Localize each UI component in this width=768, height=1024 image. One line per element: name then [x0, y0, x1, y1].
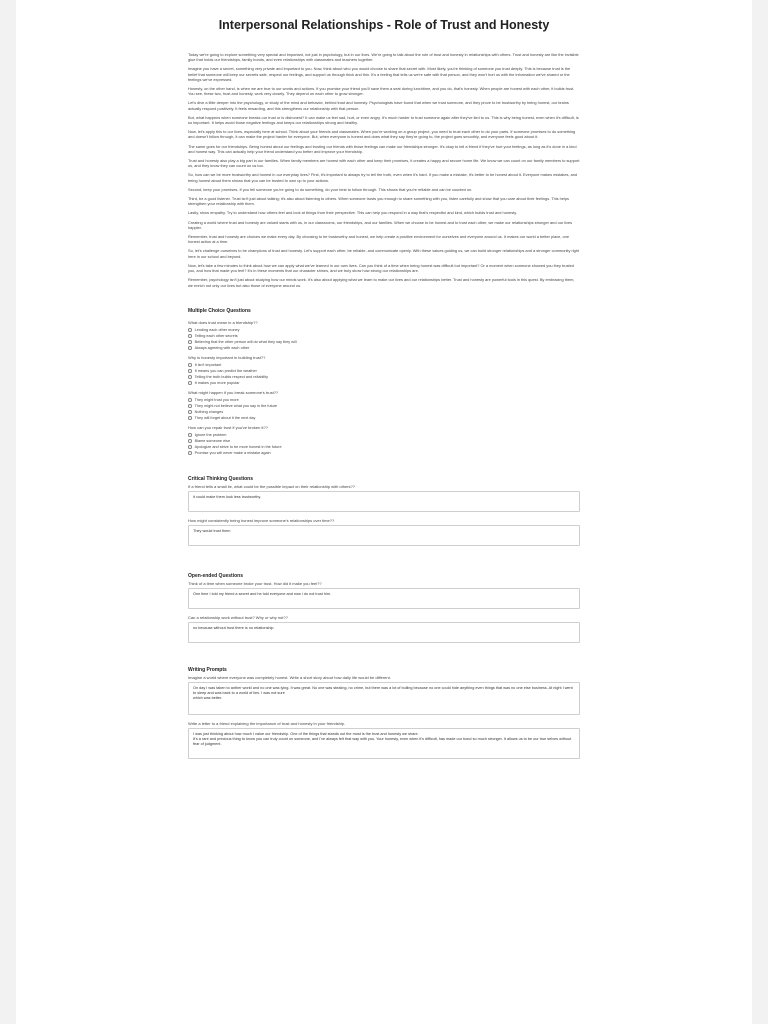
option-label: Lending each other money — [194, 327, 240, 332]
answer-textarea[interactable]: it could make them look less trustworthy. — [188, 491, 580, 512]
radio-button[interactable] — [188, 445, 192, 449]
intro-paragraph: Trust and honesty also play a big part in our families. When family members are honest with each other and keep their promises, it creates a happy and secure home life. We know we can count on our family members to support us, and they know they can count on us too. — [188, 158, 580, 169]
intro-paragraph: So, how can we be more trustworthy and honest in our everyday lives? First, it's important to always try to tell the truth, even when it's hard. If you make a mistake, it's better to be honest about it. Everyone makes mistakes, and being honest about them shows that you can be trusted to own up to your actions. — [188, 172, 578, 183]
answer-textarea[interactable]: no because without trust there is no relationship. — [188, 622, 580, 643]
intro-paragraph: Lastly, show empathy. Try to understand how others feel and look at things from their perspective. This can help you respond in a way that's respectful and kind, which builds trust and honesty. — [188, 210, 517, 216]
answer-textarea[interactable]: One time I told my friend a secret and he told everyone and now i do not trust him. — [188, 588, 580, 609]
option-label: Apologize and strive to be more honest in the future — [194, 444, 282, 449]
mc-question-block — [188, 355, 580, 386]
option-label: Telling each other secrets — [194, 333, 238, 338]
intro-paragraph: The same goes for our friendships. Being honest about our feelings and trusting our friends with those feelings can make our friendships stronger. It's okay to tell a friend if they've hurt your feelings, as long as it's done in a kind and honest way. This can actually help your friend understand you better and improve your friendship. — [188, 143, 577, 154]
radio-button[interactable] — [188, 375, 192, 379]
intro-paragraph: Remember, psychology isn't just about studying how our minds work. It's also about applying what we learn to make our lives and our relationships better. Trust and honesty are powerful tools in this quest. By embracing them, we enrich not only our lives but also those of everyone around us. — [188, 277, 575, 288]
intro-paragraph: Imagine you have a secret, something very private and important to you. Now, think about who you would choose to share that secret with. Most likely, you're thinking of someone you trust deeply. This is because trust is the belief that someone will keep our secrets safe, respect our feelings, and support us through thick and thin. It's a feeling that tells us we're safe with that person, and they won't hurt us with the information we've shared or the feelings we've expressed. — [188, 66, 571, 82]
option-label: It isn't important — [194, 362, 222, 367]
radio-button[interactable] — [188, 433, 192, 437]
radio-button[interactable] — [188, 328, 192, 332]
option-label: They might not believe what you say in the future — [194, 403, 278, 408]
intro-paragraph: But, what happens when someone breaks our trust or is dishonest? It can make us feel sad, hurt, or even angry. It's much harder to trust someone again after they've lied to us. This is why being honest, even when it's difficult, is so important. It helps avoid those negative feelings and keeps our relationships strong and healthy. — [188, 114, 579, 126]
option-label: Believing that the other person will do what they say they will — [194, 339, 297, 344]
option-label: They will forget about it the next day — [194, 415, 256, 420]
intro-text — [188, 52, 580, 288]
radio-button[interactable] — [188, 439, 192, 443]
question-text: Why is honesty important in building trust?? — [188, 354, 266, 360]
question-text: Imagine a world where everyone was completely honest. Write a short story about how daily life would be different. — [188, 674, 391, 680]
writing-prompts-section — [188, 667, 580, 759]
answer-option[interactable] — [188, 345, 580, 351]
intro-paragraph: Now, let's take a few minutes to think about how we can apply what we've learned in our own lives. Can you think of a time when being honest was difficult but important? Or a moment when someone showed you they trusted you, and how that made you feel? It's in these moments that our character shines, and we truly show how strong our relationships are. — [188, 262, 574, 274]
radio-button[interactable] — [188, 334, 192, 338]
option-label: Telling the truth builds respect and reliability — [194, 374, 269, 379]
radio-button[interactable] — [188, 369, 192, 373]
option-label: Promise you will never make a mistake again — [194, 450, 271, 455]
answer-textarea[interactable]: They would trust them — [188, 525, 580, 546]
answer-option[interactable] — [188, 380, 580, 386]
mc-question-block — [188, 320, 580, 351]
answer-option[interactable] — [188, 415, 580, 421]
mc-question-block — [188, 390, 580, 421]
section-heading: Critical Thinking Questions — [188, 475, 254, 482]
radio-button[interactable] — [188, 340, 192, 344]
section-heading: Writing Prompts — [188, 666, 227, 673]
option-label: It makes you more popular — [194, 380, 240, 385]
question-text: How might consistently being honest improve someone's relationships over time?? — [188, 517, 335, 523]
section-heading: Multiple Choice Questions — [188, 307, 251, 314]
option-label: It means you can predict the weather — [194, 368, 257, 373]
intro-paragraph: So, let's challenge ourselves to be champions of trust and honesty. Let's support each other, be reliable, and communicate openly. With these values guiding us, we can build stronger relationships and a stronger community right here in our school and beyond. — [188, 248, 580, 259]
critical-thinking-section — [188, 476, 580, 546]
radio-button[interactable] — [188, 363, 192, 367]
answer-textarea[interactable]: I was just thinking about how much I value our friendship. One of the things that stands out the most is the trust and honesty we share. It's a rare and precious thing to know you can truly count on someone, and I've always felt that way with you. Your honesty, even when it's difficult, has made our bond so much stronger. It allows us to be our true selves without fear of judgment. — [188, 728, 580, 759]
answer-option[interactable] — [188, 450, 580, 456]
radio-button[interactable] — [188, 398, 192, 402]
intro-paragraph: Let's dive a little deeper into the psychology, or study of the mind and behavior, behind trust and honesty. Psychologists have found that when we trust someone, and they prove to be trustworthy by being honest, our brains actually respond positively. It feels rewarding, and this strengthens our relationship with that person. — [188, 100, 569, 111]
question-text: Write a letter to a friend explaining the importance of trust and honesty in your friendship. — [188, 720, 346, 726]
option-label: Blame someone else — [194, 438, 231, 443]
answer-textarea[interactable]: On day I was taken to anther world and no one was lying. It was great. No one was stealing, no crime, but there was a lot of bulling because no one could hide anything even things that was no one else business. At night I went to sleep and was back to a world of lies. I was not sure which was better. — [188, 682, 580, 715]
page-title: Interpersonal Relationships - Role of Trust and Honesty — [218, 18, 550, 32]
question-text: Think of a time when someone broke your trust. How did it make you feel?? — [188, 580, 322, 586]
question-text: How can you repair trust if you've broken it?? — [188, 424, 268, 430]
intro-paragraph: Second, keep your promises. If you tell someone you're going to do something, do your best to follow through. This shows that you're reliable and can be counted on. — [188, 186, 473, 192]
intro-paragraph: Creating a world where trust and honesty are valued starts with us, in our classrooms, our friendships, and our families. When we choose to be honest and to trust each other, we make our relationships stronger and our lives happier. — [188, 219, 573, 230]
radio-button[interactable] — [188, 451, 192, 455]
intro-paragraph: Today we're going to explore something very special and important, not just in psychology, but in our lives. We're going to talk about the role of trust and honesty in relationships with others. Trust and honesty are like the invisible glue that holds our friendships, family bonds, and even relationships with classmates and teachers together. — [188, 52, 579, 63]
question-text: What does trust mean in a friendship?? — [188, 319, 258, 325]
section-heading: Open-ended Questions — [188, 572, 244, 579]
option-label: They might trust you more — [194, 397, 239, 402]
radio-button[interactable] — [188, 410, 192, 414]
option-label: Ignore the problem — [194, 432, 227, 437]
intro-paragraph: Honesty, on the other hand, is when we are true to our words and actions. If you promise your friend you'll save them a seat during lunchtime, and you do, that's honesty. When people are honest with each other, it builds trust. You see, these two, trust and honesty, work very closely. They depend on each other to grow stronger. — [188, 86, 575, 97]
radio-button[interactable] — [188, 346, 192, 350]
document-page — [16, 0, 752, 1024]
radio-button[interactable] — [188, 381, 192, 385]
content-column — [188, 52, 580, 759]
option-label: Nothing changes — [194, 409, 224, 414]
intro-paragraph: Now, let's apply this to our lives, especially here at school. Think about your friends and classmates. When you're working on a group project, you need to trust each other to do your parts. If someone promises to do something and doesn't follow through, it can make the project harder for everyone. But, when everyone is honest and does what they say they're going to, the project goes smoothly, and everyone feels good about it. — [188, 129, 576, 140]
multiple-choice-section — [188, 308, 580, 456]
radio-button[interactable] — [188, 416, 192, 420]
mc-question-block — [188, 425, 580, 456]
question-text: What might happen if you break someone's trust?? — [188, 389, 279, 395]
open-ended-section — [188, 573, 580, 643]
question-text: If a friend tells a small lie, what could be the possible impact on their relationship with others?? — [188, 483, 355, 489]
intro-paragraph: Third, be a good listener. Trust isn't just about talking; it's also about listening to others. When someone trusts you enough to share something with you, listen carefully and show that you care about their feelings. This helps strengthen your relationship with them. — [188, 196, 569, 207]
radio-button[interactable] — [188, 404, 192, 408]
question-text: Can a relationship work without trust? Why or why not?? — [188, 614, 288, 620]
intro-paragraph: Remember, trust and honesty are choices we make every day. By choosing to be trustworthy and honest, we help create a positive environment for ourselves and everyone around us. It makes our world a better place, one honest action at a time. — [188, 234, 569, 245]
option-label: Always agreeing with each other — [194, 345, 250, 350]
